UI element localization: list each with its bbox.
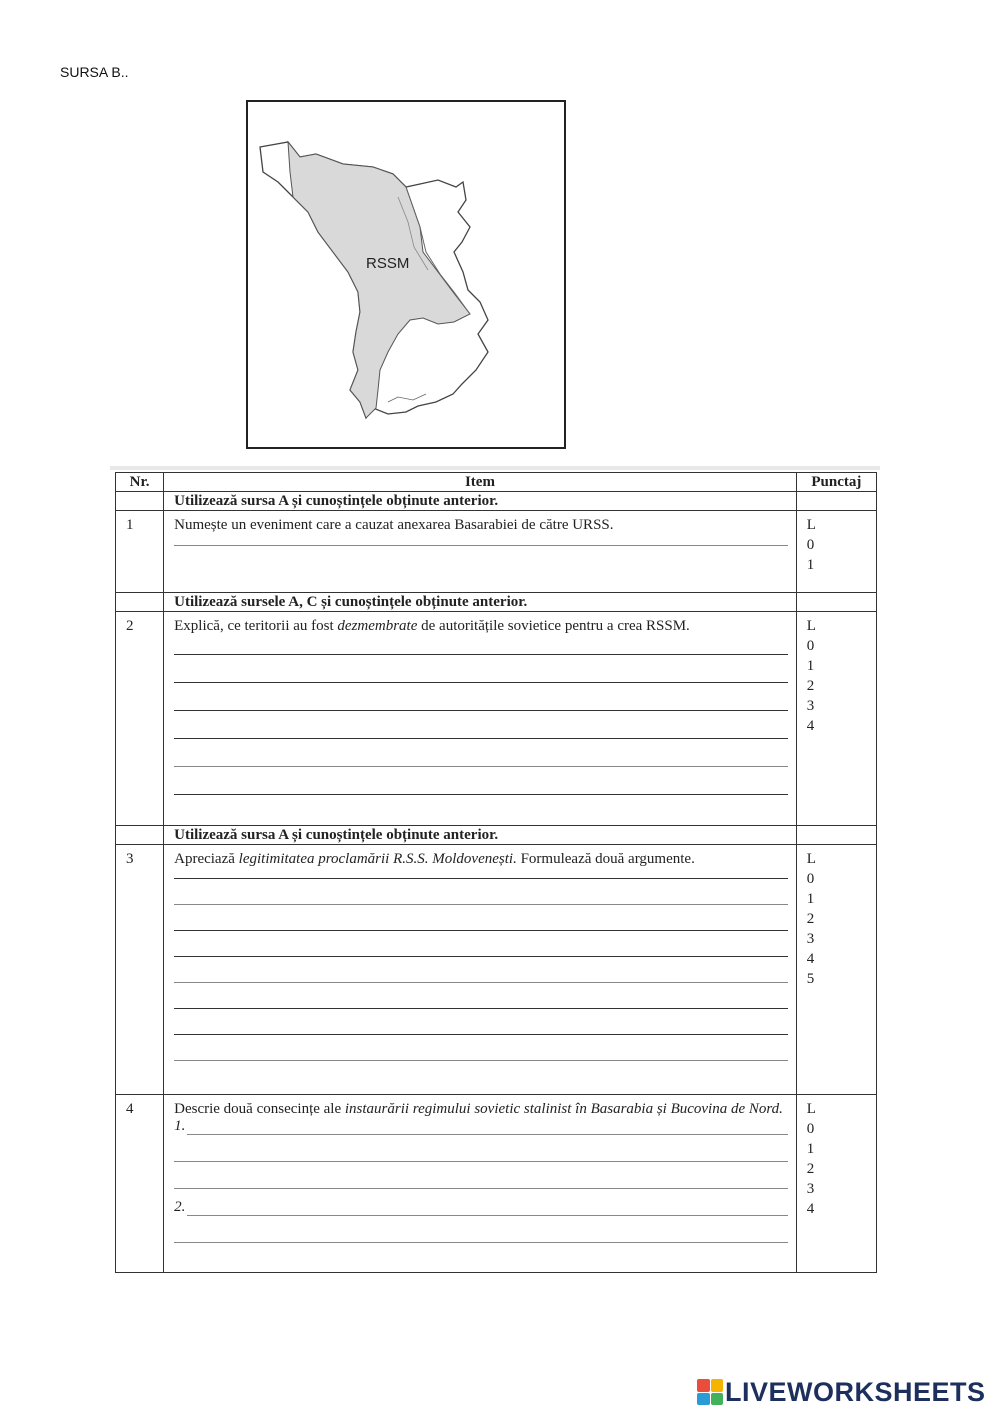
points-value: 0 [806,1121,815,1137]
worksheet [110,466,880,1276]
top-rule [110,466,880,470]
answer-line[interactable] [174,1034,788,1035]
header-item: Item [164,473,797,492]
instruction-row [116,826,877,845]
question-text: Apreciază legitimitatea proclamării R.S.S. Moldovenești. Formulează două argumente. [174,851,695,867]
points-cell [796,1095,876,1273]
points-value: L [806,517,816,533]
answer-line[interactable] [174,654,788,655]
header-nr: Nr. [116,473,164,492]
question-row [116,612,877,826]
instruction-text: Utilizează sursa A și cunoștințele obținute anterior. [164,492,797,511]
points-value: 1 [806,1141,815,1157]
liveworksheets-logo[interactable] [697,1377,986,1407]
points-value: 4 [806,951,815,967]
points-value: 1 [806,557,815,573]
question-number: 2 [116,612,164,826]
answer-line[interactable] [174,1008,788,1009]
points-value: 1 [806,658,815,674]
header-points: Punctaj [796,473,876,492]
header-row [116,473,877,492]
points-value: 0 [806,871,815,887]
answer-line[interactable] [174,904,788,905]
logo-tile [711,1393,724,1406]
answer-line[interactable] [174,878,788,879]
question-row [116,511,877,593]
logo-tile [697,1393,710,1406]
answer-line[interactable] [174,766,788,767]
points-value: 5 [806,971,815,987]
question-cell [164,612,797,826]
answer-line[interactable] [174,930,788,931]
answer-line[interactable] [187,1120,787,1135]
answer-line[interactable] [174,682,788,683]
instruction-row [116,593,877,612]
question-number: 1 [116,511,164,593]
question-cell [164,1095,797,1273]
answer-line[interactable] [174,1161,788,1162]
map-label-rssm: RSSM [366,255,410,272]
points-value: 2 [806,911,815,927]
instruction-text: Utilizează sursele A, C și cunoștințele obținute anterior. [164,593,797,612]
logo-tile [711,1379,724,1392]
answer-line[interactable] [174,1188,788,1189]
points-value: 0 [806,638,815,654]
points-value: 4 [806,718,815,734]
points-value: 2 [806,1161,815,1177]
instruction-text: Utilizează sursa A și cunoștințele obținute anterior. [164,826,797,845]
answer-line[interactable] [187,1201,787,1216]
items-table [115,472,877,1273]
source-b-map [246,100,566,449]
points-value: 0 [806,537,815,553]
answer-line[interactable] [174,1060,788,1061]
points-cell [796,511,876,593]
points-cell [796,845,876,1095]
question-cell [164,845,797,1095]
answer-line[interactable] [174,982,788,983]
question-text: Descrie două consecințe ale instaurării regimului sovietic stalinist în Basarabia și Bucovina de Nord. [174,1101,783,1117]
question-number: 3 [116,845,164,1095]
question-text: Numește un eveniment care a cauzat anexarea Basarabiei de către URSS. [174,517,614,533]
logo-tile [697,1379,710,1392]
answer-line[interactable] [174,956,788,957]
answer-line[interactable] [174,1242,788,1243]
answer-number: 2. [174,1199,186,1215]
answer-line[interactable] [174,710,788,711]
points-value: 3 [806,1181,815,1197]
source-label: SURSA B.. [60,64,129,80]
answer-item-1[interactable] [174,1118,788,1135]
points-value: 2 [806,678,815,694]
points-value: L [806,851,816,867]
answer-line[interactable] [174,738,788,739]
points-value: L [806,1101,816,1117]
instruction-row [116,492,877,511]
answer-line[interactable] [174,545,788,546]
points-cell [796,612,876,826]
points-value: 4 [806,1201,815,1217]
points-value: L [806,618,816,634]
brand-name: LIVEWORKSHEETS [725,1376,986,1407]
question-number: 4 [116,1095,164,1273]
answer-item-2[interactable] [174,1199,788,1216]
question-row [116,1095,877,1273]
question-cell [164,511,797,593]
liveworksheets-icon [697,1379,723,1405]
question-row [116,845,877,1095]
map-illustration [248,102,564,447]
points-value: 3 [806,698,815,714]
answer-number: 1. [174,1118,186,1134]
points-value: 3 [806,931,815,947]
question-text: Explică, ce teritorii au fost dezmembrate de autoritățile sovietice pentru a crea RSSM. [174,618,690,634]
answer-line[interactable] [174,794,788,795]
points-value: 1 [806,891,815,907]
